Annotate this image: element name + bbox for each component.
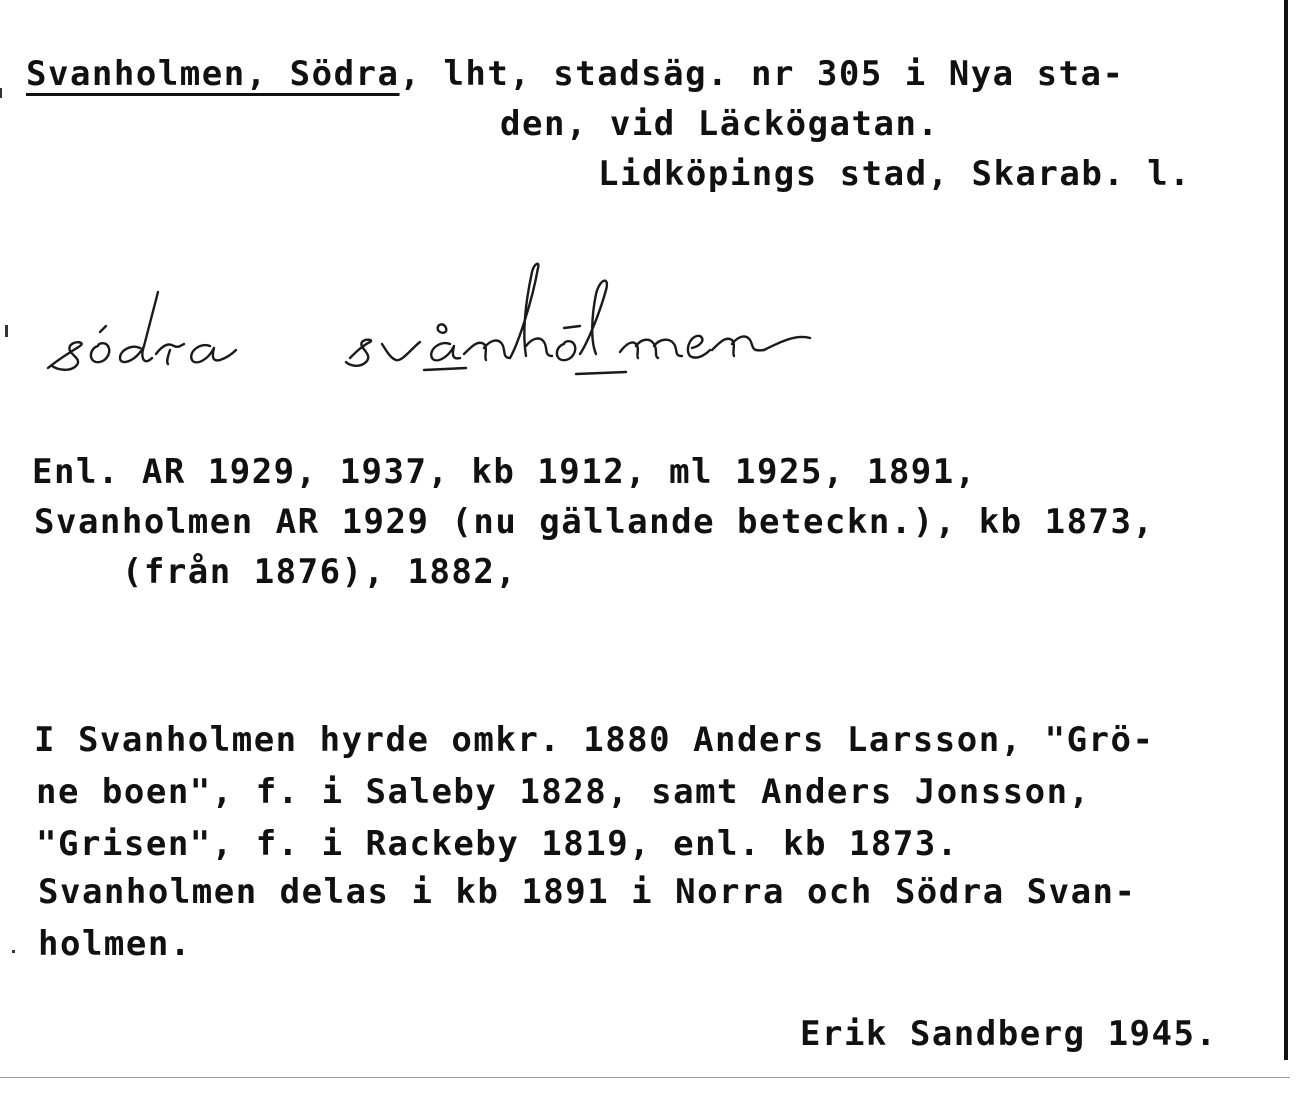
note-line-2: ne boen", f. i Saleby 1828, samt Anders Jonsson, — [36, 772, 1091, 812]
place-name: Svanholmen, Södra — [26, 54, 400, 94]
speck-mark — [12, 950, 15, 953]
signature: Erik Sandberg 1945. — [800, 1014, 1218, 1054]
note-line-3: "Grisen", f. i Rackeby 1819, enl. kb 1873. — [36, 824, 959, 864]
heading-line-1-rest: , lht, stadsäg. nr 305 i Nya sta- — [399, 54, 1125, 94]
sources-line-3: (från 1876), 1882, — [34, 552, 518, 592]
sources-line-2: Svanholmen AR 1929 (nu gällande beteckn.), kb 1873, — [34, 502, 1155, 542]
heading-line-1 — [26, 48, 1125, 100]
handwritten-name — [40, 250, 1030, 390]
card-right-edge — [1284, 0, 1288, 1060]
sources-line-1: Enl. AR 1929, 1937, kb 1912, ml 1925, 1891, — [32, 452, 977, 492]
note-line-1: I Svanholmen hyrde omkr. 1880 Anders Larsson, "Grö- — [34, 720, 1155, 760]
heading-line-3: Lidköpings stad, Skarab. l. — [598, 154, 1192, 194]
speck-mark — [5, 325, 8, 337]
heading-line-2: den, vid Läckögatan. — [500, 104, 940, 144]
speck-mark — [0, 88, 2, 98]
handwriting-drawing — [40, 250, 1030, 390]
note-line-5: holmen. — [38, 924, 192, 964]
note-line-4: Svanholmen delas i kb 1891 i Norra och Södra Svan- — [38, 872, 1137, 912]
card-bottom-edge — [0, 1077, 1290, 1078]
